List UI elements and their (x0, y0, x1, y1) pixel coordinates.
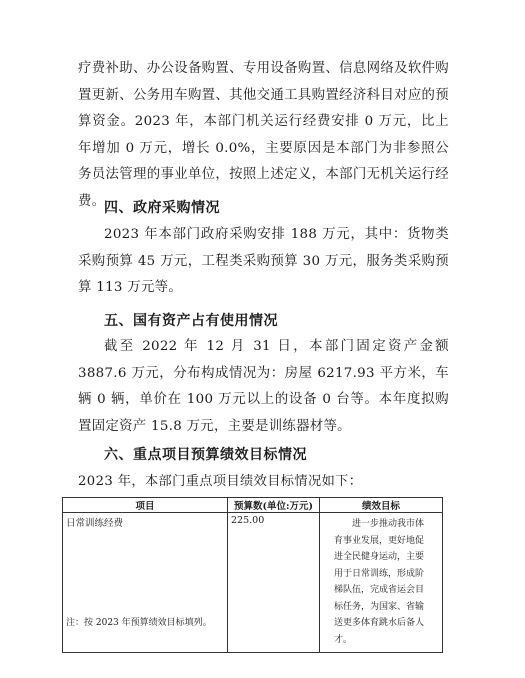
header-project: 项目 (63, 498, 228, 513)
paragraph-assets: 截至 2022 年 12 月 31 日，本部门固定资产金额 3887.6 万元，分布构成情况为：房屋 6217.93 平方米，车辆 0 辆，单价在 100 万元以上的设备 0 台等。本年度拟购置固定资产 15.8 万元，主要是训练器材等。 (78, 339, 449, 434)
paragraph-procurement: 2023 年本部门政府采购安排 188 万元，其中：货物类采购预算 45 万元，工程类采购预算 30 万元，服务类采购预算 113 万元等。 (78, 227, 449, 295)
heading-performance-targets: 六、重点项目预算绩效目标情况 (104, 447, 307, 463)
table-row (63, 513, 443, 653)
heading-government-procurement: 四、政府采购情况 (104, 200, 220, 216)
table-intro: 2023 年，本部门重点项目绩效目标情况如下： (78, 474, 363, 489)
heading-state-assets: 五、国有资产占有使用情况 (104, 313, 278, 329)
performance-target-table (62, 497, 443, 653)
table-header-row (63, 498, 443, 513)
cell-budget: 225.00 (228, 513, 320, 653)
paragraph-operating-funds: 疗费补助、办公设备购置、专用设备购置、信息网络及软件购置更新、公务用车购置、其他交通工具购置经济科目对应的预算资金。2023 年，本部门机关运行经费安排 0 万元，比上年增加 0 万元，增长 0.0%，主要原因是本部门为非参照公务员法管理的事业单位，按照上述定义，本部门无机关运行经费。 (78, 61, 449, 209)
cell-project: 日常训练经费 (63, 513, 228, 653)
header-budget: 预算数(单位:万元) (228, 498, 320, 513)
cell-goal-text: 进一步推动我市体育事业发展，更好地促进全民健身运动，主要用于日常训练，形成阶梯队伍，完成省运会目标任务，为国家、省输送更多体育跳水后备人才。 (334, 519, 425, 645)
cell-goal (320, 513, 443, 653)
header-goal: 绩效目标 (320, 498, 443, 513)
footnote: 注：按 2023 年预算绩效目标填列。 (66, 618, 212, 628)
